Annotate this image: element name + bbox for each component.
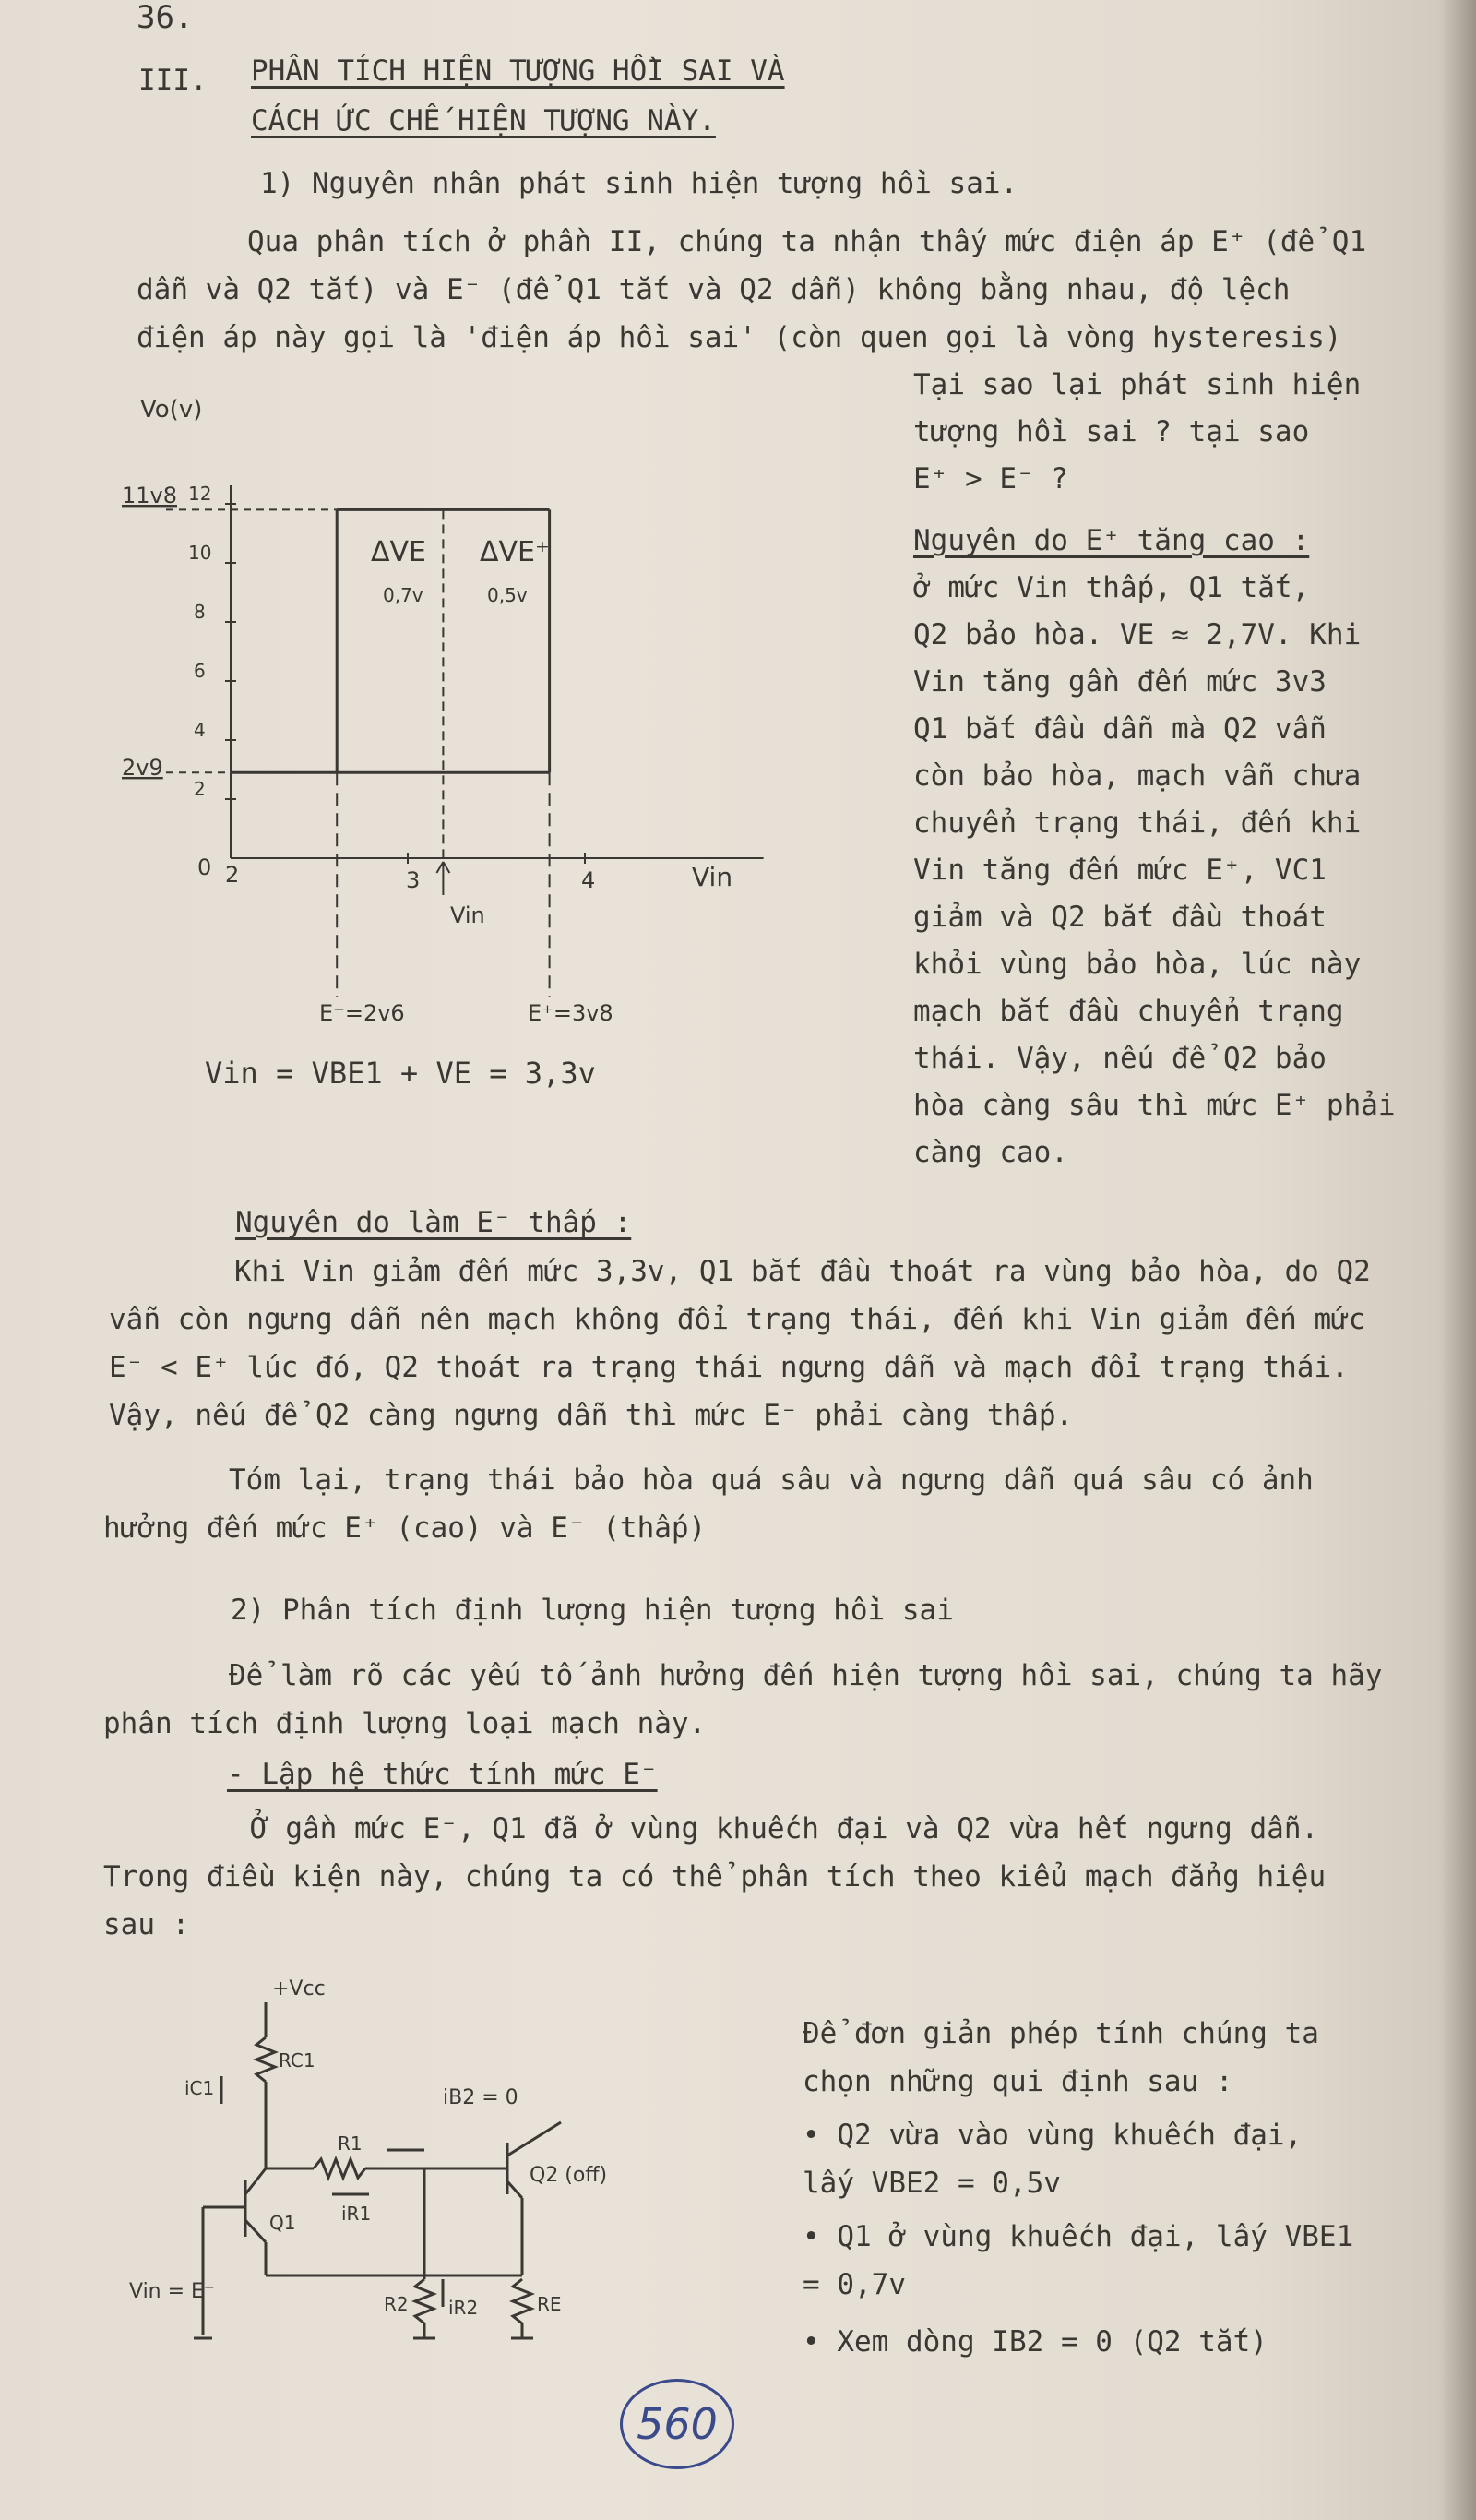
x-tick-4: 4 bbox=[581, 867, 596, 893]
summary-text: Tóm lại, trạng thái bảo hòa quá sâu và ngưng dẫn quá sâu có ảnh hưởng đến mức E⁺ (cao) và E⁻ (thấp) bbox=[103, 1463, 1314, 1545]
delta-ve-plus-value: 0,5v bbox=[487, 584, 528, 606]
sub2-bullet-heading: - Lập hệ thức tính mức E⁻ bbox=[227, 1758, 658, 1791]
vcc-label: +Vcc bbox=[272, 1977, 326, 2000]
vin-equation: Vin = VBE1 + VE = 3,3v bbox=[205, 1056, 596, 1091]
vin-arrow-head-left bbox=[436, 862, 443, 873]
right-line-14: mạch bắt đầu chuyển trạng bbox=[913, 995, 1344, 1028]
rule-item: • Xem dòng IB2 = 0 (Q2 tắt) bbox=[803, 2325, 1268, 2359]
x-tick-0: 0 bbox=[197, 854, 212, 880]
y-tick-8: 8 bbox=[194, 601, 206, 623]
right-line-3 bbox=[913, 503, 1396, 518]
right-line-0: Tại sao lại phát sinh hiện bbox=[913, 368, 1362, 401]
right-line-2: E⁺ > E⁻ ? bbox=[913, 462, 1068, 496]
rule-item: • Q2 vừa vào vùng khuếch đại, lấy VBE2 = 0,5v bbox=[803, 2119, 1303, 2200]
delta-ve-minus-value: 0,7v bbox=[383, 584, 423, 606]
re-label: RE bbox=[537, 2293, 562, 2315]
right-line-7: Vin tăng gần đến mức 3v3 bbox=[913, 665, 1327, 699]
page-edge-shadow bbox=[1439, 0, 1476, 2520]
x-tick-3: 3 bbox=[406, 867, 421, 893]
right-line-8: Q1 bắt đầu dẫn mà Q2 vẫn bbox=[913, 712, 1327, 746]
right-line-13: khỏi vùng bảo hòa, lúc này bbox=[913, 948, 1362, 981]
r2-label: R2 bbox=[384, 2293, 409, 2315]
y-tick-12: 12 bbox=[188, 483, 212, 505]
right-line-4: Nguyên do E⁺ tăng cao : bbox=[913, 524, 1310, 557]
rule-2: Xem dòng IB2 = 0 (Q2 tắt) bbox=[837, 2325, 1268, 2359]
vin-arrow-head-right bbox=[443, 862, 449, 873]
sub2-heading: 2) Phân tích định lượng hiện tượng hồi sai bbox=[231, 1594, 954, 1627]
sub2-text: Ở gần mức E⁻, Q1 đã ở vùng khuếch đại và Q2 vừa hết ngưng dẫn. Trong điều kiện này, chúng ta có thể phân tích theo kiểu mạch đẳng hiệu sau : bbox=[103, 1812, 1327, 1941]
q1-label: Q1 bbox=[269, 2212, 296, 2234]
vin-label: Vin = E⁻ bbox=[129, 2280, 215, 2303]
y-tick-2: 2 bbox=[194, 778, 206, 800]
x-tick-2: 2 bbox=[225, 862, 240, 888]
sub1-intro: Qua phân tích ở phần II, chúng ta nhận thấy mức điện áp E⁺ (để Q1 dẫn và Q2 tắt) và E⁻ (để Q1 tắt và Q2 dẫn) không bằng nhau, độ lệch điện áp này gọi là 'điện áp hồi sai' (còn quen gọi là vòng hysteresis) bbox=[137, 225, 1367, 354]
low-heading: Nguyên do làm E⁻ thấp : bbox=[235, 1206, 632, 1239]
right-line-17: càng cao. bbox=[913, 1136, 1068, 1169]
ib2-label: iB2 = 0 bbox=[443, 2086, 518, 2109]
y-tick-4: 4 bbox=[194, 719, 206, 741]
right-line-9: còn bảo hòa, mạch vẫn chưa bbox=[913, 759, 1362, 793]
section-roman: III. bbox=[138, 64, 208, 97]
right-line-6: Q2 bảo hòa. VE ≈ 2,7V. Khi bbox=[913, 618, 1362, 651]
delta-ve-minus: ΔVE bbox=[371, 536, 426, 568]
hi-level-label: 11v8 bbox=[122, 483, 178, 508]
rule-1: Q1 ở vùng khuếch đại, lấy VBE1 = 0,7v bbox=[803, 2220, 1354, 2301]
sub1-heading: 1) Nguyên nhân phát sinh hiện tượng hồi sai. bbox=[260, 167, 1018, 200]
r1-resistor bbox=[314, 2159, 365, 2178]
lo-level-label: 2v9 bbox=[122, 755, 163, 781]
rule-0: Q2 vừa vào vùng khuếch đại, lấy VBE2 = 0,5v bbox=[803, 2119, 1303, 2200]
right-line-16: hòa càng sâu thì mức E⁺ phải bbox=[913, 1089, 1396, 1122]
right-line-11: Vin tăng đến mức E⁺, VC1 bbox=[913, 854, 1327, 887]
r1-label: R1 bbox=[338, 2132, 363, 2155]
right-explanation bbox=[913, 362, 1396, 1176]
chart-ylabel: Vo(v) bbox=[140, 396, 203, 424]
sub2-intro: Để làm rõ các yếu tố ảnh hưởng đến hiện tượng hồi sai, chúng ta hãy phân tích định lượng loại mạch này. bbox=[103, 1659, 1383, 1740]
right-line-15: thái. Vậy, nếu để Q2 bảo bbox=[913, 1042, 1327, 1075]
r2-resistor bbox=[415, 2279, 434, 2323]
ic1-label: iC1 bbox=[184, 2077, 215, 2099]
right-line-12: giảm và Q2 bắt đầu thoát bbox=[913, 901, 1327, 934]
rule-item: • Q1 ở vùng khuếch đại, lấy VBE1 = 0,7v bbox=[803, 2220, 1354, 2301]
page-number: 36. bbox=[137, 0, 194, 36]
q2-label: Q2 (off) bbox=[530, 2164, 608, 2187]
right-line-10: chuyển trạng thái, đến khi bbox=[913, 806, 1362, 840]
rc1-label: RC1 bbox=[279, 2049, 315, 2072]
e-minus-label: E⁻=2v6 bbox=[319, 1000, 405, 1026]
section-title-line1: PHÂN TÍCH HIỆN TƯỢNG HỒI SAI VÀ bbox=[251, 54, 785, 88]
e-plus-label: E⁺=3v8 bbox=[528, 1000, 613, 1026]
equivalent-circuit bbox=[120, 1965, 692, 2362]
y-tick-10: 10 bbox=[188, 542, 212, 564]
rc1-resistor bbox=[256, 2037, 275, 2082]
hysteresis-chart bbox=[101, 388, 913, 1089]
ir1-label: iR1 bbox=[341, 2203, 372, 2225]
chart-xlabel: Vin bbox=[692, 862, 733, 892]
low-text: Khi Vin giảm đến mức 3,3v, Q1 bắt đầu thoát ra vùng bảo hòa, do Q2 vẫn còn ngưng dẫn nên mạch không đổi trạng thái, đến khi Vin giảm đến mức E⁻ < E⁺ lúc đó, Q2 thoát ra trạng thái ngưng dẫn và mạch đổi trạng thái. Vậy, nếu để Q2 càng ngưng dẫn thì mức E⁻ phải càng thấp. bbox=[109, 1255, 1371, 1432]
page-stamp: 560 bbox=[620, 2379, 734, 2469]
y-tick-6: 6 bbox=[194, 660, 206, 682]
vin-arrow-label: Vin bbox=[450, 902, 485, 928]
section-title-line2: CÁCH ỨC CHẾ HIỆN TƯỢNG NÀY. bbox=[251, 104, 716, 137]
ir2-label: iR2 bbox=[448, 2297, 479, 2319]
right-line-1: tượng hồi sai ? tại sao bbox=[913, 415, 1310, 448]
delta-ve-plus: ΔVE⁺ bbox=[480, 536, 550, 568]
right-line-5: ở mức Vin thấp, Q1 tắt, bbox=[913, 571, 1310, 604]
sub2-right-intro: Để đơn giản phép tính chúng ta chọn những qui định sau : bbox=[803, 2017, 1319, 2098]
re-resistor bbox=[513, 2279, 531, 2323]
